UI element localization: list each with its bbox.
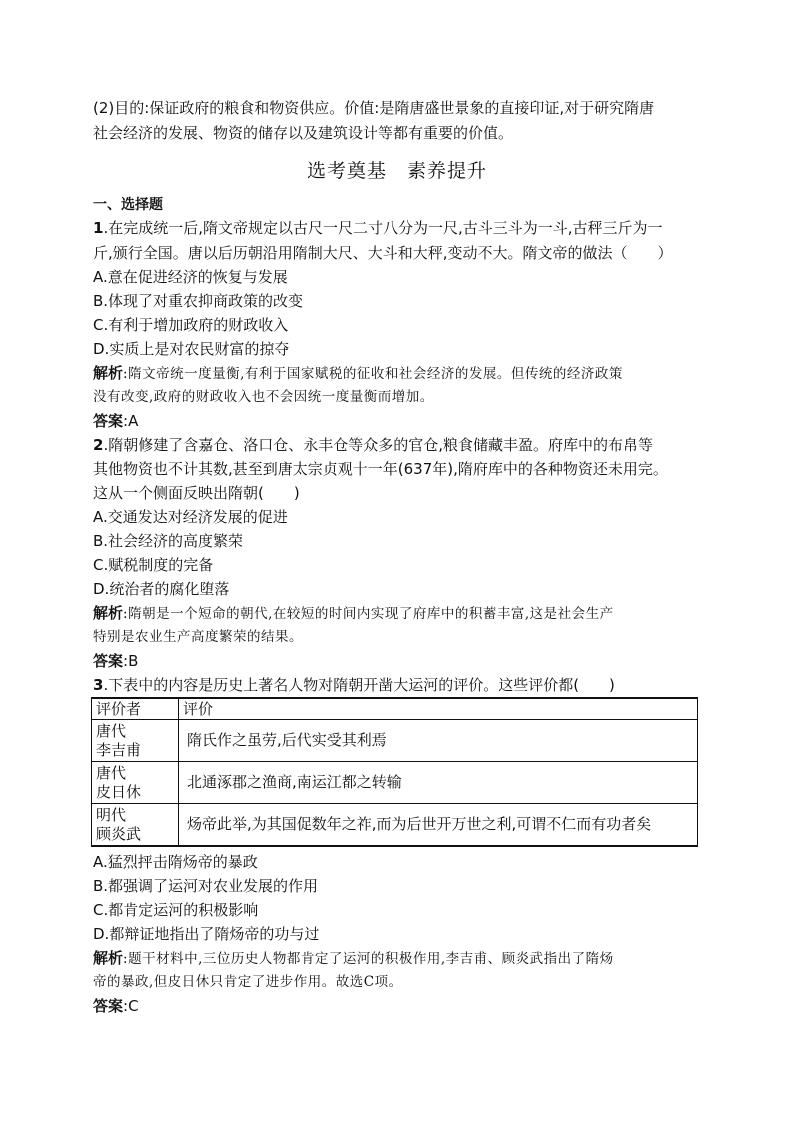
question-3-line-1: [93, 675, 615, 695]
question-1-line-2: 斤,颁行全国。唐以后历朝沿用隋制大尺、大斗和大秤,变动不大。隋文帝的做法（ ）: [93, 244, 673, 262]
question-1-explanation-line-2: 没有改变,政府的财政收入也不会因统一度量衡而增加。: [93, 389, 434, 405]
question-number: 1: [93, 219, 104, 237]
explanation-label: 解析: [93, 364, 124, 382]
question-2-line-1: [93, 435, 653, 455]
question-1-option-a: A.意在促进经济的恢复与发展: [93, 268, 288, 286]
question-3-option-c: C.都肯定运河的积极影响: [93, 901, 259, 919]
question-3-explanation-line-2: 帝的暴政,但皮日休只肯定了进步作用。故选C项。: [93, 974, 403, 990]
question-text: .隋朝修建了含嘉仓、洛口仓、永丰仓等众多的官仓,粮食储藏丰盈。府库中的布帛等: [103, 436, 653, 454]
explanation-text: :隋文帝统一度量衡,有利于国家赋税的征收和社会经济的发展。但传统的经济政策: [123, 366, 623, 382]
table-cell-evaluator: [92, 804, 179, 847]
evaluation-table: [91, 697, 698, 847]
question-2-explanation-line-2: 特别是农业生产高度繁荣的结果。: [93, 629, 303, 645]
question-2-option-b: B.社会经济的高度繁荣: [93, 532, 244, 550]
question-1-answer: [93, 411, 138, 431]
table-cell-evaluation: 炀帝此举,为其国促数年之祚,而为后世开万世之利,可谓不仁而有功者矣: [179, 804, 698, 847]
dynasty: 唐代: [96, 721, 127, 740]
table-header-evaluation: 评价: [179, 698, 698, 720]
question-1-option-b: B.体现了对重农抑商政策的改变: [93, 292, 304, 310]
table-header-evaluator: 评价者: [92, 698, 179, 720]
table-row: [92, 762, 698, 804]
answer-value: :A: [123, 412, 139, 430]
explanation-text: :隋朝是一个短命的朝代,在较短的时间内实现了府库中的积蓄丰富,这是社会生产: [123, 606, 614, 622]
question-2-option-a: A.交通发达对经济发展的促进: [93, 508, 288, 526]
question-2-option-d: D.统治者的腐化堕落: [93, 580, 230, 598]
dynasty: 唐代: [96, 763, 127, 782]
question-1-option-c: C.有利于增加政府的财政收入: [93, 316, 289, 334]
intro-line-1: (2)目的:保证政府的粮食和物资供应。价值:是隋唐盛世景象的直接印证,对于研究隋唐: [93, 99, 655, 117]
table-cell-evaluator: [92, 720, 179, 762]
answer-value: :B: [123, 652, 139, 670]
person: 顾炎武: [96, 824, 142, 843]
question-1-explanation-line-1: [93, 363, 623, 384]
question-number: 3: [93, 676, 104, 694]
question-1-option-d: D.实质上是对农民财富的掠夺: [93, 340, 290, 358]
explanation-label: 解析: [93, 604, 124, 622]
answer-label: 答案: [93, 412, 124, 430]
table-header-row: [92, 698, 698, 720]
intro-line-2: 社会经济的发展、物资的储存以及建筑设计等都有重要的价值。: [93, 124, 514, 142]
explanation-label: 解析: [93, 949, 124, 967]
question-3-option-a: A.猛烈抨击隋炀帝的暴政: [93, 853, 258, 871]
question-text: .下表中的内容是历史上著名人物对隋朝开凿大运河的评价。这些评价都( ): [103, 676, 615, 694]
section-title: 选考奠基 素养提升: [306, 160, 487, 182]
table-row: [92, 804, 698, 847]
answer-label: 答案: [93, 652, 124, 670]
table-cell-evaluation: 隋氏作之虽劳,后代实受其利焉: [179, 720, 698, 762]
table-row: [92, 720, 698, 762]
explanation-text: :题干材料中,三位历史人物都肯定了运河的积极作用,李吉甫、顾炎武指出了隋炀: [123, 951, 614, 967]
person: 皮日休: [96, 782, 142, 801]
question-2-option-c: C.赋税制度的完备: [93, 556, 214, 574]
table-cell-evaluator: [92, 762, 179, 804]
question-3-answer: [93, 996, 139, 1016]
person: 李吉甫: [96, 740, 142, 759]
question-3-explanation-line-1: [93, 948, 614, 969]
part-heading: 一、选择题: [93, 197, 163, 213]
question-number: 2: [93, 436, 104, 454]
question-2-line-2: 其他物资也不计其数,甚至到唐太宗贞观十一年(637年),隋府库中的各种物资还未用完。: [93, 460, 668, 478]
dynasty: 明代: [96, 805, 127, 824]
question-text: .在完成统一后,隋文帝规定以古尺一尺二寸八分为一尺,古斗三斗为一斗,古秤三斤为一: [103, 219, 663, 237]
question-2-line-3: 这从一个侧面反映出隋朝( ): [93, 484, 300, 502]
question-3-option-b: B.都强调了运河对农业发展的作用: [93, 877, 319, 895]
question-2-answer: [93, 651, 138, 671]
answer-value: :C: [123, 997, 139, 1015]
answer-label: 答案: [93, 997, 124, 1015]
table-cell-evaluation: 北通涿郡之渔商,南运江都之转输: [179, 762, 698, 804]
question-1-line-1: [93, 218, 663, 238]
question-3-option-d: D.都辩证地指出了隋炀帝的功与过: [93, 925, 320, 943]
question-2-explanation-line-1: [93, 603, 614, 624]
